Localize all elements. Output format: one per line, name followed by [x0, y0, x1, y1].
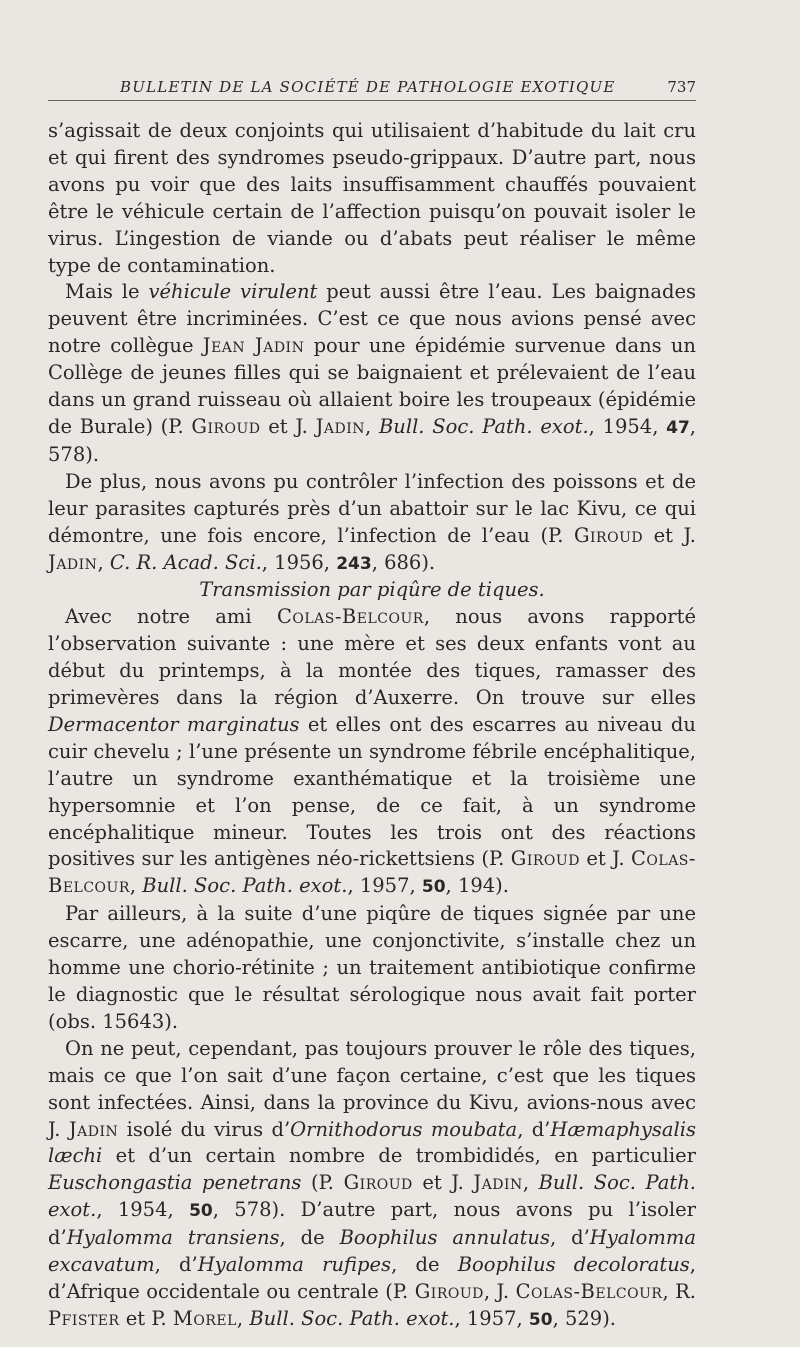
paragraph-5: Par ailleurs, à la suite d’une piqûre de tiques signée par une escarre, une adénopathie, une conjonctivite, s’installe chez un homme une chorio-rétinite ; un traitement antibiotique confirme le diagnostic que le résultat sérologique nous avait fait porter (obs. 15643). — [48, 902, 696, 1033]
paragraph-1: s’agissait de deux conjoints qui utilisaient d’habitude du lait cru et qui firent des syndromes pseudo-grippaux. D’autre part, nous avons pu voir que des laits insuffisamment chauffés pouvaient être le véhicule certain de l’affection puisqu’on pouvait isoler le virus. L’ingestion de viande ou d’abats peut réaliser le même type de contamination. — [48, 119, 696, 277]
article-body — [48, 118, 696, 1334]
section-title: Transmission par piqûre de tiques. — [199, 578, 545, 602]
paragraph-4: Avec notre ami Colas-Belcour, nous avons rapporté l’observation suivante : une mère et ses deux enfants vont au début du printemps, à la montée des tiques, ramasser des primevères dans la région d’Auxerre. On trouve sur elles Dermacentor marginatus et elles ont des escarres au niveau du cuir chevelu ; l’une présente un syndrome fébrile encéphalitique, l’autre un syndrome exanthématique et la troisième une hypersomnie et l’on pense, de ce fait, à un syndrome encéphalitique mineur. Toutes les trois ont des réactions positives sur les antigènes néo-rickettsiens (P. Giroud et J. Colas-Belcour, Bull. Soc. Path. exot., 1957, 50, 194). — [48, 605, 696, 898]
running-title: BULLETIN DE LA SOCIÉTÉ DE PATHOLOGIE EXOTIQUE — [120, 78, 616, 96]
paragraph-6: On ne peut, cependant, pas toujours prouver le rôle des tiques, mais ce que l’on sait d’une façon certaine, c’est que les tiques sont infectées. Ainsi, dans la province du Kivu, avions-nous avec J. Jadin isolé du virus d’Ornithodorus moubata, d’Hæmaphysalis læchi et d’un certain nombre de trombididés, en particulier Euschongastia penetrans (P. Giroud et J. Jadin, Bull. Soc. Path. exot., 1954, 50, 578). D’autre part, nous avons pu l’isoler d’Hyalomma transiens, de Boophilus annulatus, d’Hyalomma excavatum, d’Hyalomma rufipes, de Boophilus decoloratus, d’Afrique occidentale ou centrale (P. Giroud, J. Colas-Belcour, R. Pfister et P. Morel, Bull. Soc. Path. exot., 1957, 50, 529). — [48, 1036, 697, 1330]
paragraph-2: Mais le véhicule virulent peut aussi être l’eau. Les baignades peuvent être incriminées. C’est ce que nous avions pensé avec notre collègue Jean Jadin pour une épidémie survenue dans un Collège de jeunes filles qui se baignaient et prélevaient de l’eau dans un grand ruisseau où allaient boire les troupeaux (épidémie de Burale) (P. Giroud et J. Jadin, Bull. Soc. Path. exot., 1954, 47, 578). — [48, 280, 696, 466]
page-number: 737 — [667, 78, 696, 96]
paragraph-3: De plus, nous avons pu contrôler l’infection des poissons et de leur parasites capturés près d’un abattoir sur le lac Kivu, ce qui démontre, une fois encore, l’infection de l’eau (P. Giroud et J. Jadin, C. R. Acad. Sci., 1956, 243, 686). — [48, 469, 696, 574]
running-header — [48, 78, 696, 101]
